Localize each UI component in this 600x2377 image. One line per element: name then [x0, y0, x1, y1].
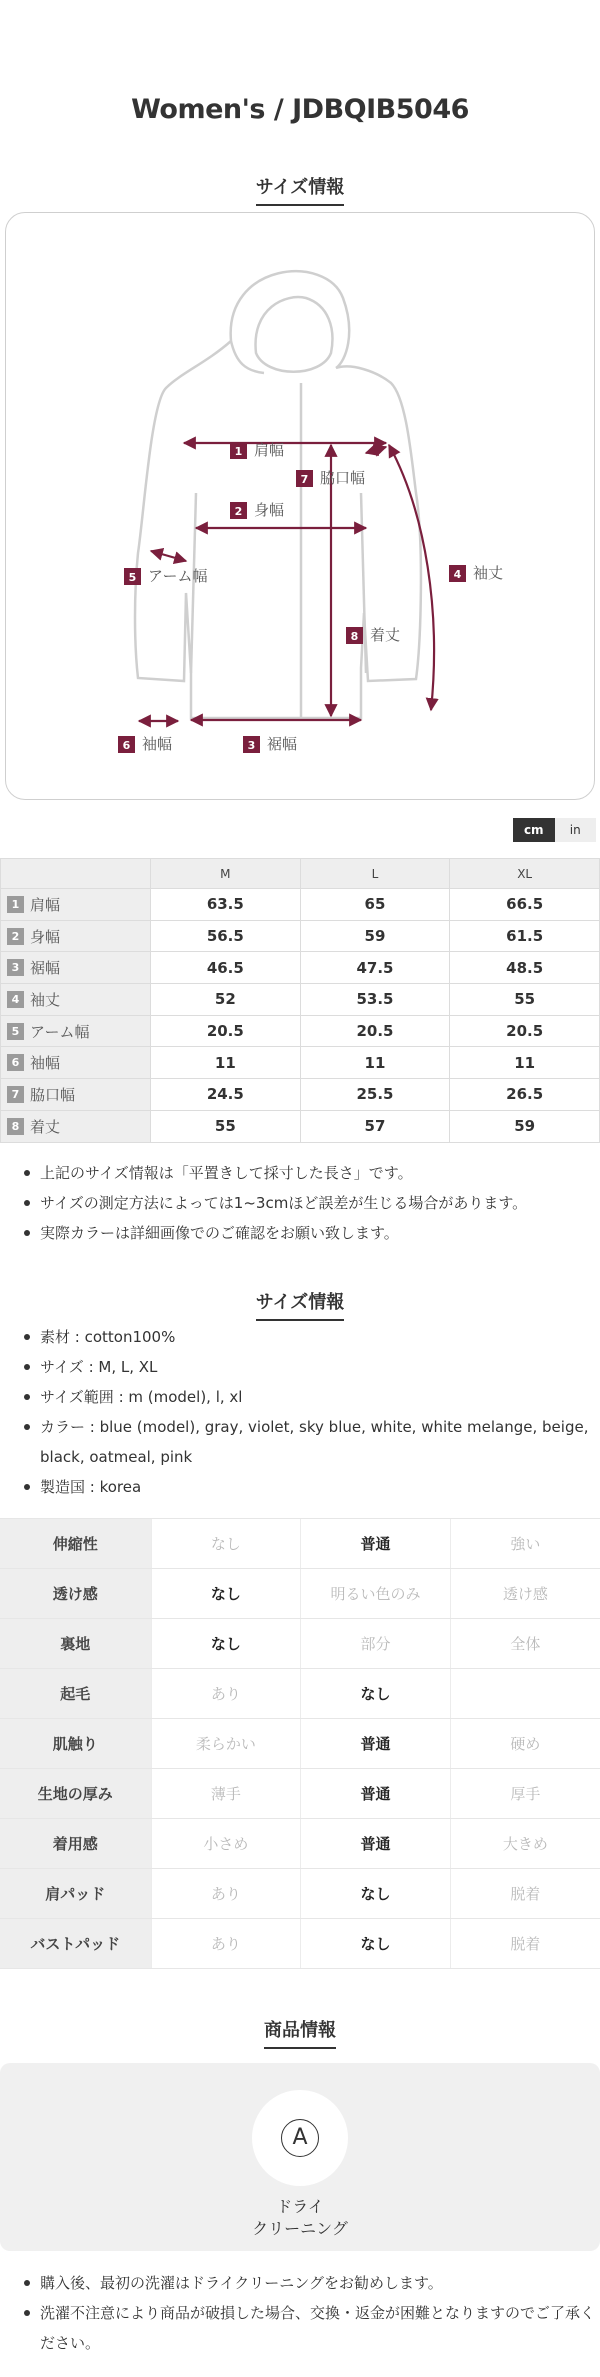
table-cell: 20.5 [450, 1015, 600, 1047]
size-table [0, 858, 600, 1143]
row-number-badge: 7 [7, 1086, 24, 1103]
label-armhole [296, 469, 365, 487]
list-item: サイズ : M, L, XL [16, 1352, 596, 1382]
product-details [16, 1322, 596, 1502]
table-row [1, 952, 600, 984]
table-row [1, 889, 600, 921]
property-option: 脱着 [450, 1869, 600, 1919]
hoodie-outline [135, 271, 421, 718]
table-cell: 63.5 [151, 889, 301, 921]
property-option: 普通 [301, 1769, 451, 1819]
table-row [1, 984, 600, 1016]
property-option: 部分 [301, 1619, 451, 1669]
property-option: 全体 [450, 1619, 600, 1669]
property-option: あり [151, 1669, 301, 1719]
svg-text:3: 3 [247, 739, 256, 752]
dry-clean-icon: A [281, 2119, 319, 2157]
row-label: 身幅 [30, 927, 61, 946]
table-row [0, 1569, 600, 1619]
property-label: 透け感 [0, 1569, 151, 1619]
row-number-badge: 4 [7, 991, 24, 1008]
property-option: 大きめ [450, 1819, 600, 1869]
table-row [0, 1519, 600, 1569]
table-row [1, 1015, 600, 1047]
property-option: なし [301, 1869, 451, 1919]
table-cell: 55 [450, 984, 600, 1016]
svg-text:8: 8 [350, 630, 359, 643]
property-option: 柔らかい [151, 1719, 301, 1769]
column-header: L [300, 859, 450, 889]
table-cell: 59 [450, 1110, 600, 1142]
property-option: 普通 [301, 1519, 451, 1569]
table-cell: 65 [300, 889, 450, 921]
property-label: 肌触り [0, 1719, 151, 1769]
property-option: 脱着 [450, 1919, 600, 1969]
row-label: 袖幅 [30, 1054, 61, 1073]
list-item: 洗濯不注意により商品が破損した場合、交換・返金が困難となりますのでご了承ください。 [16, 2298, 596, 2358]
svg-text:2: 2 [234, 505, 243, 518]
list-item: サイズの測定方法によっては1~3cmほど誤差が生じる場合があります。 [16, 1188, 596, 1218]
svg-text:アーム幅: アーム幅 [148, 567, 208, 585]
table-cell: 56.5 [151, 920, 301, 952]
label-cuff [118, 735, 172, 753]
property-label: バストパッド [0, 1919, 151, 1969]
table-row [0, 1619, 600, 1669]
svg-text:着丈: 着丈 [370, 626, 401, 644]
table-row [1, 1047, 600, 1079]
table-row [1, 1110, 600, 1142]
table-cell: 11 [300, 1047, 450, 1079]
svg-text:肩幅: 肩幅 [254, 441, 285, 459]
table-cell: 59 [300, 920, 450, 952]
property-option: 強い [450, 1519, 600, 1569]
list-item: サイズ範囲 : m (model), l, xl [16, 1382, 596, 1412]
property-option: 小さめ [151, 1819, 301, 1869]
table-row [0, 1769, 600, 1819]
property-option: なし [151, 1569, 301, 1619]
table-cell: 55 [151, 1110, 301, 1142]
row-number-badge: 5 [7, 1023, 24, 1040]
property-option: 透け感 [450, 1569, 600, 1619]
list-item: 上記のサイズ情報は「平置きして採寸した長さ」です。 [16, 1158, 596, 1188]
product-title: Women's / JDBQIB5046 [131, 94, 469, 125]
svg-text:裾幅: 裾幅 [267, 735, 298, 753]
table-row [0, 1669, 600, 1719]
unit-in-button[interactable]: in [555, 818, 597, 842]
table-cell: 53.5 [300, 984, 450, 1016]
size-notes [16, 1158, 596, 1248]
property-option: なし [151, 1519, 301, 1569]
row-number-badge: 8 [7, 1118, 24, 1135]
column-header: XL [450, 859, 600, 889]
fabric-properties-table [0, 1518, 600, 1969]
unit-cm-button[interactable]: cm [513, 818, 555, 842]
table-cell: 52 [151, 984, 301, 1016]
table-cell: 47.5 [300, 952, 450, 984]
table-row [0, 1719, 600, 1769]
svg-text:6: 6 [122, 739, 131, 752]
care-label: ドライ クリーニング [252, 2197, 348, 2238]
detail-heading: サイズ情報 [0, 1288, 600, 1321]
table-cell: 66.5 [450, 889, 600, 921]
property-label: 生地の厚み [0, 1769, 151, 1819]
property-option: なし [301, 1669, 451, 1719]
property-option: 厚手 [450, 1769, 600, 1819]
property-label: 起毛 [0, 1669, 151, 1719]
label-shoulder [230, 441, 284, 459]
row-number-badge: 1 [7, 896, 24, 913]
row-label: アーム幅 [30, 1022, 90, 1041]
property-option: あり [151, 1869, 301, 1919]
table-row [1, 1079, 600, 1111]
svg-text:袖幅: 袖幅 [142, 735, 173, 753]
label-hem [243, 735, 297, 753]
svg-text:袖丈: 袖丈 [473, 564, 504, 582]
svg-text:脇口幅: 脇口幅 [320, 469, 366, 487]
table-cell: 46.5 [151, 952, 301, 984]
care-box [0, 2063, 600, 2251]
table-cell: 25.5 [300, 1079, 450, 1111]
property-label: 伸縮性 [0, 1519, 151, 1569]
line-sleeve [389, 445, 434, 710]
property-option: なし [301, 1919, 451, 1969]
table-cell: 24.5 [151, 1079, 301, 1111]
label-arm [124, 567, 208, 585]
svg-text:4: 4 [453, 568, 462, 581]
row-label: 裾幅 [30, 959, 61, 978]
row-number-badge: 2 [7, 928, 24, 945]
product-info-heading: 商品情報 [0, 2016, 600, 2049]
list-item: 製造国 : korea [16, 1472, 596, 1502]
svg-text:5: 5 [128, 571, 137, 584]
table-cell: 61.5 [450, 920, 600, 952]
table-cell: 11 [151, 1047, 301, 1079]
property-option: 普通 [301, 1719, 451, 1769]
row-label: 袖丈 [30, 990, 61, 1009]
table-cell: 48.5 [450, 952, 600, 984]
property-option: 明るい色のみ [301, 1569, 451, 1619]
property-label: 肩パッド [0, 1869, 151, 1919]
row-label: 着丈 [30, 1117, 61, 1136]
care-notes [16, 2268, 596, 2358]
list-item: 実際カラーは詳細画像でのご確認をお願い致します。 [16, 1218, 596, 1248]
size-table-header [1, 859, 600, 889]
property-option: 硬め [450, 1719, 600, 1769]
list-item: カラー : blue (model), gray, violet, sky blue, white, white melange, beige, black, oatmeal, pink [16, 1412, 596, 1472]
table-row [1, 920, 600, 952]
table-cell: 11 [450, 1047, 600, 1079]
line-arm [151, 551, 186, 561]
svg-text:1: 1 [234, 445, 243, 458]
table-cell: 26.5 [450, 1079, 600, 1111]
property-label: 着用感 [0, 1819, 151, 1869]
property-option: あり [151, 1919, 301, 1969]
column-header: M [151, 859, 301, 889]
row-label: 脇口幅 [30, 1085, 76, 1104]
label-sleeve [449, 564, 503, 582]
unit-toggle[interactable] [513, 818, 596, 842]
list-item: 素材 : cotton100% [16, 1322, 596, 1352]
size-diagram [5, 212, 595, 800]
size-info-heading: サイズ情報 [0, 173, 600, 206]
list-item: 購入後、最初の洗濯はドライクリーニングをお勧めします。 [16, 2268, 596, 2298]
property-option [450, 1669, 600, 1719]
property-option: 普通 [301, 1819, 451, 1869]
row-number-badge: 3 [7, 959, 24, 976]
table-cell: 20.5 [151, 1015, 301, 1047]
row-label: 肩幅 [30, 895, 61, 914]
property-option: なし [151, 1619, 301, 1669]
svg-text:7: 7 [300, 473, 309, 486]
property-option: 薄手 [151, 1769, 301, 1819]
label-chest [230, 501, 284, 519]
table-cell: 57 [300, 1110, 450, 1142]
table-cell: 20.5 [300, 1015, 450, 1047]
svg-text:身幅: 身幅 [254, 501, 285, 519]
care-symbol [252, 2090, 348, 2186]
row-number-badge: 6 [7, 1054, 24, 1071]
hoodie-measurement-diagram [6, 213, 595, 800]
table-row [0, 1919, 600, 1969]
table-row [0, 1819, 600, 1869]
line-armhole [366, 447, 386, 453]
property-label: 裏地 [0, 1619, 151, 1669]
table-row [0, 1869, 600, 1919]
label-length [346, 626, 400, 644]
